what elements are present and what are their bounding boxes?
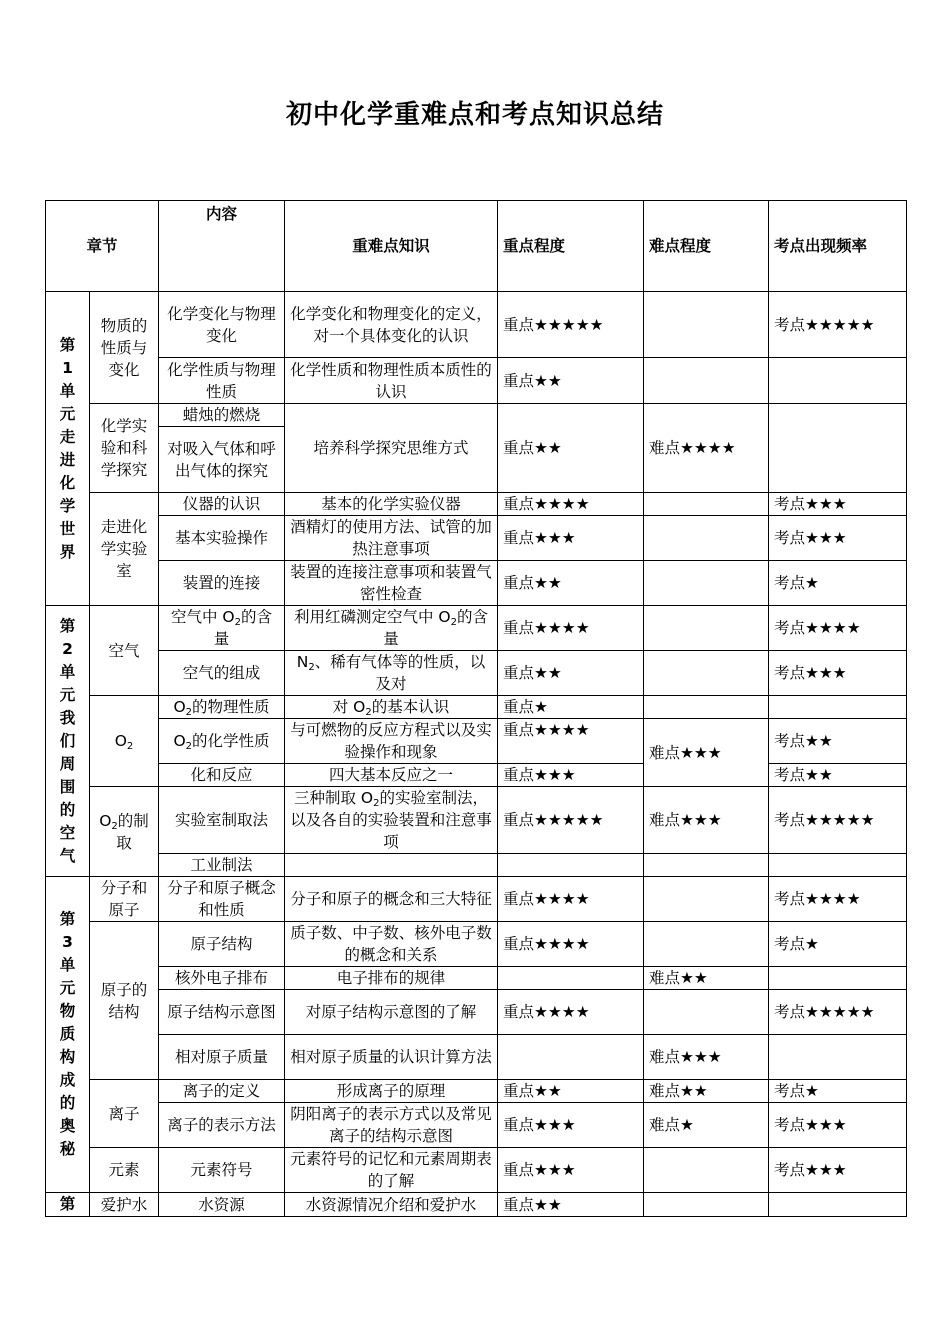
- content-cell: $O_2$的化学性质: [159, 719, 285, 764]
- frequency-cell: 考点★: [769, 922, 907, 967]
- section-title: $O_2$: [90, 696, 159, 787]
- difficulty-cell: [644, 561, 769, 606]
- content-cell: 蜡烛的燃烧: [159, 404, 285, 427]
- frequency-cell: 考点★★: [769, 719, 907, 764]
- importance-cell: 重点★★: [498, 651, 644, 696]
- knowledge-cell: 利用红磷测定空气中 $O_2$的含量: [285, 606, 498, 651]
- content-cell: 对吸入气体和呼出气体的探究: [159, 427, 285, 493]
- table-row: [46, 606, 907, 651]
- frequency-cell: 考点★★★: [769, 1148, 907, 1193]
- section-title: 物质的性质与变化: [90, 292, 159, 404]
- page-title: 初中化学重难点和考点知识总结: [285, 100, 664, 130]
- header-content: 内容: [159, 201, 285, 292]
- difficulty-cell: [644, 292, 769, 358]
- content-cell: 实验室制取法: [159, 787, 285, 854]
- knowledge-cell: 相对原子质量的认识计算方法: [285, 1035, 498, 1080]
- unit-title: 第2单元我们周围的空气: [46, 606, 90, 877]
- importance-cell: 重点★★★★: [498, 990, 644, 1035]
- table-header-row: [46, 201, 907, 292]
- importance-cell: 重点★★: [498, 1193, 644, 1217]
- knowledge-table: [45, 200, 907, 1217]
- difficulty-cell: [644, 651, 769, 696]
- difficulty-cell: 难点★★★: [644, 787, 769, 854]
- frequency-cell: [769, 854, 907, 877]
- table-row: [46, 719, 907, 764]
- knowledge-cell: 酒精灯的使用方法、试管的加热注意事项: [285, 516, 498, 561]
- difficulty-cell: [644, 358, 769, 404]
- frequency-cell: [769, 696, 907, 719]
- table-row: [46, 854, 907, 877]
- content-cell: 空气的组成: [159, 651, 285, 696]
- knowledge-cell: 化学变化和物理变化的定义，对一个具体变化的认识: [285, 292, 498, 358]
- frequency-cell: 考点★★★★★: [769, 990, 907, 1035]
- difficulty-cell: [644, 493, 769, 516]
- knowledge-cell: 四大基本反应之一: [285, 764, 498, 787]
- importance-cell: 重点★★★: [498, 764, 644, 787]
- table-row: [46, 651, 907, 696]
- section-title: 空气: [90, 606, 159, 696]
- content-cell: 离子的表示方法: [159, 1103, 285, 1148]
- frequency-cell: [769, 404, 907, 493]
- content-cell: 分子和原子概念和性质: [159, 877, 285, 922]
- unit-title: 第1单元走进化学世界: [46, 292, 90, 606]
- table-row: [46, 516, 907, 561]
- importance-cell: 重点★: [498, 696, 644, 719]
- importance-cell: 重点★★★★★: [498, 787, 644, 854]
- table-row: [46, 561, 907, 606]
- importance-cell: 重点★★★★: [498, 606, 644, 651]
- header-difficulty: 难点程度: [644, 201, 769, 292]
- frequency-cell: 考点★★★: [769, 516, 907, 561]
- table-row: [46, 1035, 907, 1080]
- frequency-cell: [769, 1193, 907, 1217]
- section-title: $O_2$的制取: [90, 787, 159, 877]
- knowledge-cell: 形成离子的原理: [285, 1080, 498, 1103]
- content-cell: 化学性质与物理性质: [159, 358, 285, 404]
- knowledge-cell: 基本的化学实验仪器: [285, 493, 498, 516]
- importance-cell: 重点★★★: [498, 516, 644, 561]
- table-row: [46, 764, 907, 787]
- importance-cell: 重点★★: [498, 561, 644, 606]
- header-importance: 重点程度: [498, 201, 644, 292]
- importance-cell: 重点★★★★: [498, 493, 644, 516]
- importance-cell: 重点★★★: [498, 1148, 644, 1193]
- content-cell: 原子结构示意图: [159, 990, 285, 1035]
- importance-cell: 重点★★★★★: [498, 292, 644, 358]
- frequency-cell: 考点★: [769, 1080, 907, 1103]
- content-cell: 工业制法: [159, 854, 285, 877]
- importance-cell: 重点★★: [498, 404, 644, 493]
- importance-cell: 重点★★: [498, 358, 644, 404]
- frequency-cell: 考点★★★: [769, 1103, 907, 1148]
- difficulty-cell: 难点★: [644, 1103, 769, 1148]
- frequency-cell: 考点★★★: [769, 651, 907, 696]
- section-title: 化学实验和科学探究: [90, 404, 159, 493]
- frequency-cell: 考点★★★★★: [769, 787, 907, 854]
- knowledge-cell: 装置的连接注意事项和装置气密性检查: [285, 561, 498, 606]
- section-title: 离子: [90, 1080, 159, 1148]
- content-cell: $O_2$的物理性质: [159, 696, 285, 719]
- frequency-cell: 考点★★: [769, 764, 907, 787]
- table-row: [46, 1103, 907, 1148]
- table-row: [46, 1193, 907, 1217]
- difficulty-cell: [644, 696, 769, 719]
- difficulty-cell: [644, 990, 769, 1035]
- content-cell: 离子的定义: [159, 1080, 285, 1103]
- table-row: [46, 922, 907, 967]
- frequency-cell: 考点★★★★: [769, 877, 907, 922]
- table-row: [46, 404, 907, 427]
- table-row: [46, 990, 907, 1035]
- importance-cell: 重点★★★★: [498, 922, 644, 967]
- frequency-cell: [769, 1035, 907, 1080]
- content-cell: 化和反应: [159, 764, 285, 787]
- section-title: 原子的结构: [90, 922, 159, 1080]
- content-cell: 基本实验操作: [159, 516, 285, 561]
- knowledge-cell: [285, 854, 498, 877]
- content-cell: 化学变化与物理变化: [159, 292, 285, 358]
- section-title: 分子和原子: [90, 877, 159, 922]
- frequency-cell: 考点★★★: [769, 493, 907, 516]
- content-cell: 相对原子质量: [159, 1035, 285, 1080]
- difficulty-cell: [644, 1193, 769, 1217]
- content-cell: 元素符号: [159, 1148, 285, 1193]
- content-cell: 空气中 $O_2$的含量: [159, 606, 285, 651]
- difficulty-cell: 难点★★★: [644, 719, 769, 787]
- header-frequency: 考点出现频率: [769, 201, 907, 292]
- importance-cell: [498, 967, 644, 990]
- table-row: [46, 358, 907, 404]
- knowledge-cell: 三种制取 $O_2$的实验室制法，以及各自的实验装置和注意事项: [285, 787, 498, 854]
- difficulty-cell: 难点★★: [644, 967, 769, 990]
- knowledge-cell: 对 $O_2$的基本认识: [285, 696, 498, 719]
- unit-title: 第3单元物质构成的奥秘: [46, 877, 90, 1193]
- difficulty-cell: [644, 854, 769, 877]
- knowledge-cell: 电子排布的规律: [285, 967, 498, 990]
- frequency-cell: 考点★★★★: [769, 606, 907, 651]
- importance-cell: 重点★★★: [498, 1103, 644, 1148]
- header-chapter: 章节: [46, 201, 159, 292]
- table-row: [46, 696, 907, 719]
- section-title: 走进化学实验室: [90, 493, 159, 606]
- importance-cell: [498, 854, 644, 877]
- importance-cell: 重点★★: [498, 1080, 644, 1103]
- content-cell: 装置的连接: [159, 561, 285, 606]
- content-cell: 仪器的认识: [159, 493, 285, 516]
- frequency-cell: [769, 967, 907, 990]
- header-knowledge: 重难点知识: [285, 201, 498, 292]
- knowledge-cell: 元素符号的记忆和元素周期表的了解: [285, 1148, 498, 1193]
- knowledge-cell: 分子和原子的概念和三大特征: [285, 877, 498, 922]
- frequency-cell: 考点★: [769, 561, 907, 606]
- difficulty-cell: 难点★★★★: [644, 404, 769, 493]
- knowledge-cell: 质子数、中子数、核外电子数的概念和关系: [285, 922, 498, 967]
- table-row: [46, 292, 907, 358]
- content-cell: 核外电子排布: [159, 967, 285, 990]
- knowledge-cell: 水资源情况介绍和爱护水: [285, 1193, 498, 1217]
- knowledge-cell: 培养科学探究思维方式: [285, 404, 498, 493]
- difficulty-cell: [644, 606, 769, 651]
- importance-cell: [498, 1035, 644, 1080]
- frequency-cell: 考点★★★★★: [769, 292, 907, 358]
- section-title: 爱护水: [90, 1193, 159, 1217]
- table-row: [46, 1148, 907, 1193]
- knowledge-cell: $N_2$、稀有气体等的性质，以及对: [285, 651, 498, 696]
- section-title: 元素: [90, 1148, 159, 1193]
- table-row: [46, 493, 907, 516]
- knowledge-cell: 对原子结构示意图的了解: [285, 990, 498, 1035]
- difficulty-cell: 难点★★: [644, 1080, 769, 1103]
- importance-cell: 重点★★★★: [498, 719, 644, 764]
- knowledge-cell: 化学性质和物理性质本质性的认识: [285, 358, 498, 404]
- unit-title: 第: [46, 1193, 90, 1217]
- content-cell: 水资源: [159, 1193, 285, 1217]
- difficulty-cell: [644, 877, 769, 922]
- table-row: [46, 967, 907, 990]
- table-row: [46, 787, 907, 854]
- knowledge-cell: 阴阳离子的表示方式以及常见离子的结构示意图: [285, 1103, 498, 1148]
- difficulty-cell: [644, 1148, 769, 1193]
- knowledge-cell: 与可燃物的反应方程式以及实验操作和现象: [285, 719, 498, 764]
- difficulty-cell: [644, 922, 769, 967]
- difficulty-cell: 难点★★★: [644, 1035, 769, 1080]
- table-row: [46, 1080, 907, 1103]
- importance-cell: 重点★★★★: [498, 877, 644, 922]
- frequency-cell: [769, 358, 907, 404]
- content-cell: 原子结构: [159, 922, 285, 967]
- table-row: [46, 877, 907, 922]
- difficulty-cell: [644, 516, 769, 561]
